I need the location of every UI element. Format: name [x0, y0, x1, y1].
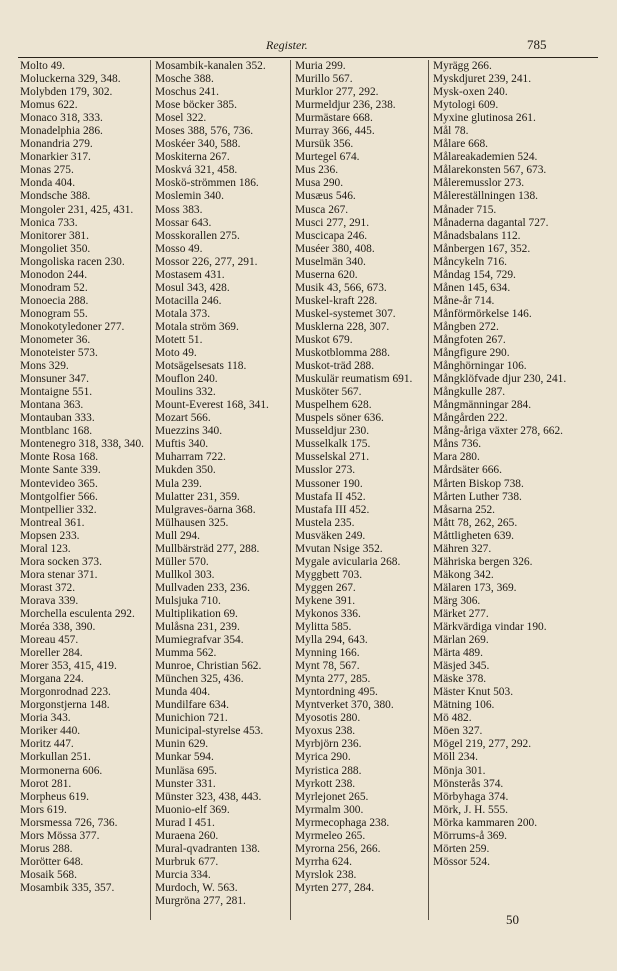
index-entry: Märkvärdiga vindar 190. — [433, 621, 547, 634]
index-entry: Monaco 318, 333. — [20, 112, 103, 125]
index-entry: Mull 294. — [155, 529, 200, 542]
index-entry: Myoxus 238. — [295, 725, 356, 738]
index-entry: Myrkott 238. — [295, 777, 356, 790]
index-entry: Måttligheten 639. — [433, 529, 514, 542]
index-entry: Mussoner 190. — [295, 477, 363, 490]
index-entry: Montgolfier 566. — [20, 490, 98, 503]
index-entry: Mostasem 431. — [155, 268, 225, 281]
index-entry: Montenegro 318, 338, 340. — [20, 438, 145, 451]
index-entry: Motsägelsesats 118. — [155, 360, 247, 373]
running-title: Register. — [266, 38, 308, 52]
index-entry: Myggen 267. — [295, 581, 356, 594]
index-entry: Mögel 219, 277, 292. — [433, 738, 532, 751]
index-entry: Mörten 259. — [433, 842, 490, 855]
index-entry: Mönsterås 374. — [433, 777, 504, 790]
index-entry: München 325, 436. — [155, 673, 244, 686]
index-entry: Monarkier 317. — [20, 151, 91, 164]
index-entry: Moto 49. — [155, 347, 197, 360]
page-number: 785 — [527, 37, 547, 52]
index-entry: Musseldjur 230. — [295, 425, 370, 438]
index-entry: Multiplikation 69. — [155, 607, 238, 620]
index-entry: Muspels söner 636. — [295, 412, 384, 425]
index-entry: Mosaik 568. — [20, 868, 77, 881]
index-entry: Motacilla 246. — [155, 294, 222, 307]
index-entry: Morot 281. — [20, 777, 72, 790]
index-entry: Mustafa II 452. — [295, 490, 366, 503]
index-entry: Moslemin 340. — [155, 190, 224, 203]
index-entry: Mössor 524. — [433, 855, 490, 868]
index-entry: Musca 267. — [295, 203, 349, 216]
index-entry: Monodram 52. — [20, 281, 88, 294]
index-entry: Mouflon 240. — [155, 373, 218, 386]
index-entry: Muselmän 340. — [295, 255, 366, 268]
index-entry: Murillo 567. — [295, 73, 353, 86]
index-entry: Mäkong 342. — [433, 568, 494, 581]
index-entry: Morgonrodnad 223. — [20, 686, 111, 699]
index-entry: Musci 277, 291. — [295, 216, 370, 229]
index-entry: Myxine glutinosa 261. — [433, 112, 536, 125]
index-entry: Moréa 338, 390. — [20, 621, 96, 634]
index-entry: Myrslok 238. — [295, 868, 357, 881]
index-entry: Morchella esculenta 292. — [20, 607, 135, 620]
index-entry: Muséer 380, 408. — [295, 242, 375, 255]
index-entry: Mula 239. — [155, 477, 202, 490]
index-entry: Morus 288. — [20, 842, 73, 855]
index-entry: Mångfigure 290. — [433, 347, 510, 360]
index-entry: Muezzins 340. — [155, 425, 223, 438]
index-entry: Mårdsäter 666. — [433, 464, 502, 477]
index-entry: Måncykeln 716. — [433, 255, 508, 268]
index-entry: Mål 78. — [433, 125, 469, 138]
index-entry: Mosul 343, 428. — [155, 281, 230, 294]
index-entry: Moreau 457. — [20, 634, 79, 647]
index-entry: Müller 570. — [155, 555, 209, 568]
index-entry: Mytologi 609. — [433, 99, 499, 112]
index-entry: Mynta 277, 285. — [295, 673, 371, 686]
index-entry: Moreller 284. — [20, 647, 83, 660]
index-entry: Måsarna 252. — [433, 503, 495, 516]
index-entry: Monas 275. — [20, 164, 74, 177]
index-entry: Morast 372. — [20, 581, 76, 594]
index-entry: Mårten Luther 738. — [433, 490, 522, 503]
index-entry: Mäster Knut 503. — [433, 686, 514, 699]
index-entry: Munläsa 695. — [155, 764, 218, 777]
index-entry: Mursük 356. — [295, 138, 354, 151]
index-entry: Musæus 546. — [295, 190, 356, 203]
index-entry: Målarekonsten 567, 673. — [433, 164, 547, 177]
index-entry: Muharram 722. — [155, 451, 226, 464]
index-entry: Myrten 277, 284. — [295, 881, 375, 894]
index-entry: Monte Sante 339. — [20, 464, 101, 477]
index-entry: Mygale avicularia 268. — [295, 555, 401, 568]
index-entry: Mykonos 336. — [295, 607, 361, 620]
index-entry: Muftis 340. — [155, 438, 209, 451]
index-entry: Monitorer 381. — [20, 229, 89, 242]
index-entry: Myskdjuret 239, 241. — [433, 73, 532, 86]
index-entry: Mosskorallen 275. — [155, 229, 240, 242]
index-entry: Murbruk 677. — [155, 855, 219, 868]
index-entry: Myrica 290. — [295, 751, 351, 764]
index-entry: Mätning 106. — [433, 699, 495, 712]
index-entry: Målereställningen 138. — [433, 190, 539, 203]
index-entry: Munda 404. — [155, 686, 211, 699]
index-entry: Myrlejonet 265. — [295, 790, 369, 803]
index-entry: Mors 619. — [20, 803, 67, 816]
index-entry: Månadsbalans 112. — [433, 229, 521, 242]
index-entry: Mosambik-kanalen 352. — [155, 60, 266, 72]
index-entry: Morsmessa 726, 736. — [20, 816, 118, 829]
index-entry: Mång-åriga växter 278, 662. — [433, 425, 564, 438]
index-entry: Månader 715. — [433, 203, 497, 216]
index-entry: Mus 236. — [295, 164, 339, 177]
index-entry: Muonio-elf 369. — [155, 803, 230, 816]
index-entry: Monometer 36. — [20, 333, 91, 346]
index-entry: Mumma 562. — [155, 647, 217, 660]
index-entry: Myrägg 266. — [433, 60, 492, 72]
index-entry: Måleremusslor 273. — [433, 177, 525, 190]
index-entry: Mongoliet 350. — [20, 242, 91, 255]
index-entry: Mått 78, 262, 265. — [433, 516, 518, 529]
index-entry: Mosambik 335, 357. — [20, 881, 115, 894]
index-entry: Myntordning 495. — [295, 686, 378, 699]
index-entry: Myrmeleo 265. — [295, 829, 366, 842]
index-entry: Märket 277. — [433, 607, 489, 620]
index-entry: Mustela 235. — [295, 516, 355, 529]
index-entry: Mö 482. — [433, 712, 472, 725]
index-entry: Monogram 55. — [20, 307, 88, 320]
index-entry: Mulgraves-öarna 368. — [155, 503, 256, 516]
index-entry: Murklor 277, 292. — [295, 86, 379, 99]
index-entry: Murmeldjur 236, 238. — [295, 99, 396, 112]
index-entry: Myosotis 280. — [295, 712, 361, 725]
index-entry: Murgröna 277, 281. — [155, 895, 246, 907]
index-entry: Moses 388, 576, 736. — [155, 125, 254, 138]
index-entry: Mäsjed 345. — [433, 660, 490, 673]
index-entry: Moskvá 321, 458. — [155, 164, 238, 177]
index-entry: Målare 668. — [433, 138, 489, 151]
index-entry: Myristica 288. — [295, 764, 362, 777]
index-entry: Mönja 301. — [433, 764, 486, 777]
index-entry: Munster 331. — [155, 777, 216, 790]
index-column-3 — [290, 60, 429, 920]
index-entry: Mynning 166. — [295, 647, 360, 660]
index-entry: Molybden 179, 302. — [20, 86, 113, 99]
index-entry: Morkullan 251. — [20, 751, 91, 764]
index-entry: Murray 366, 445. — [295, 125, 375, 138]
index-entry: Mähren 327. — [433, 542, 492, 555]
index-entry: Murcia 334. — [155, 868, 211, 881]
index-entry: Musselkalk 175. — [295, 438, 371, 451]
index-column-2 — [150, 60, 291, 920]
index-entry: Måndag 154, 729. — [433, 268, 516, 281]
index-entry: Motett 51. — [155, 333, 203, 346]
index-entry: Mondsche 388. — [20, 190, 91, 203]
index-entry: Mons 329. — [20, 360, 69, 373]
index-entry: Morgonstjerna 148. — [20, 699, 110, 712]
index-entry: Mullkol 303. — [155, 568, 215, 581]
index-entry: Muserna 620. — [295, 268, 358, 281]
index-entry: Montblanc 168. — [20, 425, 93, 438]
index-entry: Monda 404. — [20, 177, 76, 190]
index-entry: Musväken 249. — [295, 529, 366, 542]
index-entry: Mullbärsträd 277, 288. — [155, 542, 260, 555]
index-entry: Mylitta 585. — [295, 621, 352, 634]
index-entry: Morötter 648. — [20, 855, 84, 868]
sheet-signature: 50 — [506, 912, 519, 927]
index-entry: Murdoch, W. 563. — [155, 881, 238, 894]
index-entry: Munichion 721. — [155, 712, 228, 725]
index-entry: Myrmalm 300. — [295, 803, 364, 816]
index-entry: Mullvaden 233, 236. — [155, 581, 250, 594]
index-column-1 — [20, 60, 148, 920]
index-entry: Myrbjörn 236. — [295, 738, 362, 751]
index-entry: Mähriska bergen 326. — [433, 555, 533, 568]
index-entry: Mårten Biskop 738. — [433, 477, 524, 490]
index-entry: Murad I 451. — [155, 816, 215, 829]
index-entry: Molto 49. — [20, 60, 65, 72]
index-entry: Mora socken 373. — [20, 555, 102, 568]
index-entry: Möen 327. — [433, 725, 483, 738]
index-entry: Mopsen 233. — [20, 529, 80, 542]
index-entry: Moritz 447. — [20, 738, 74, 751]
index-entry: Mykene 391. — [295, 594, 356, 607]
index-entry: Monadelphia 286. — [20, 125, 103, 138]
index-entry: Moschus 241. — [155, 86, 219, 99]
page-header — [0, 36, 617, 56]
index-entry: Monodon 244. — [20, 268, 88, 281]
index-entry: Mvutan Nsige 352. — [295, 542, 383, 555]
index-entry: Munroe, Christian 562. — [155, 660, 262, 673]
index-entry: Muskulär reumatism 691. — [295, 373, 413, 386]
index-entry: Montpellier 332. — [20, 503, 97, 516]
index-entry: Mose böcker 385. — [155, 99, 237, 112]
index-entry: Månghörningar 106. — [433, 360, 527, 373]
index-entry: Musköter 567. — [295, 386, 362, 399]
index-entry: Musklerna 228, 307. — [295, 320, 390, 333]
index-entry: Mora stenar 371. — [20, 568, 98, 581]
index-entry: Märta 489. — [433, 647, 483, 660]
index-entry: Monsuner 347. — [20, 373, 89, 386]
index-entry: Moskiterna 267. — [155, 151, 230, 164]
index-entry: Mulåsna 231, 239. — [155, 621, 240, 634]
index-entry: Mural-qvadranten 138. — [155, 842, 261, 855]
index-entry: Monokotyledoner 277. — [20, 320, 125, 333]
index-entry: Mosso 49. — [155, 242, 203, 255]
index-entry: Mount-Everest 168, 341. — [155, 399, 269, 412]
index-entry: Muskotblomma 288. — [295, 347, 390, 360]
index-entry: Myrmecophaga 238. — [295, 816, 390, 829]
index-entry: Murmästare 668. — [295, 112, 373, 125]
index-entry: Monoecia 288. — [20, 294, 89, 307]
index-entry: Mormonerna 606. — [20, 764, 103, 777]
index-entry: Mumiegrafvar 354. — [155, 634, 244, 647]
index-entry: Muskel-systemet 307. — [295, 307, 396, 320]
index-entry: Muscicapa 246. — [295, 229, 368, 242]
index-entry: Möll 234. — [433, 751, 478, 764]
index-entry: Moss 383. — [155, 203, 203, 216]
index-entry: Måne-år 714. — [433, 294, 495, 307]
index-entry: Mara 280. — [433, 451, 480, 464]
index-entry: Mälaren 173, 369. — [433, 581, 517, 594]
index-entry: Muspelhem 628. — [295, 399, 372, 412]
index-entry: Mongoler 231, 425, 431. — [20, 203, 134, 216]
index-entry: Mustafa III 452. — [295, 503, 370, 516]
index-entry: Momus 622. — [20, 99, 78, 112]
index-entry: Myrorna 256, 266. — [295, 842, 381, 855]
index-entry: Moluckerna 329, 348. — [20, 73, 121, 86]
index-entry: Moriker 440. — [20, 725, 81, 738]
index-entry: Monte Rosa 168. — [20, 451, 99, 464]
index-entry: Montaigne 551. — [20, 386, 93, 399]
index-entry: Mörk, J. H. 555. — [433, 803, 508, 816]
index-entry: Morgana 224. — [20, 673, 84, 686]
index-entry: Månbergen 167, 352. — [433, 242, 531, 255]
index-entry: Myggbett 703. — [295, 568, 363, 581]
index-entry: Månaderna dagantal 727. — [433, 216, 549, 229]
index-entry: Målareakademien 524. — [433, 151, 538, 164]
index-entry: Moria 343. — [20, 712, 71, 725]
index-entry: Mörrums-å 369. — [433, 829, 508, 842]
index-entry: Myntverket 370, 380. — [295, 699, 394, 712]
index-entry: Mulatter 231, 359. — [155, 490, 240, 503]
index-entry: Måns 736. — [433, 438, 482, 451]
index-entry: Mukden 350. — [155, 464, 216, 477]
index-entry: Mångben 272. — [433, 320, 499, 333]
index-entry: Montreal 361. — [20, 516, 85, 529]
index-entry: Montauban 333. — [20, 412, 95, 425]
index-entry: Muskot 679. — [295, 333, 353, 346]
index-entry: Montevideo 365. — [20, 477, 98, 490]
index-entry: Munin 629. — [155, 738, 209, 751]
index-entry: Mossor 226, 277, 291. — [155, 255, 258, 268]
index-column-4 — [428, 60, 593, 920]
index-entry: Mülhausen 325. — [155, 516, 229, 529]
index-entry: Monoteister 573. — [20, 347, 98, 360]
index-entry: Mosel 322. — [155, 112, 207, 125]
index-entry: Münster 323, 438, 443. — [155, 790, 262, 803]
index-entry: Moskéer 340, 588. — [155, 138, 241, 151]
index-entry: Moral 123. — [20, 542, 71, 555]
index-entry: Musik 43, 566, 673. — [295, 281, 387, 294]
index-entry: Montana 363. — [20, 399, 84, 412]
index-entry: Muraena 260. — [155, 829, 219, 842]
index-entry: Märg 306. — [433, 594, 481, 607]
index-entry: Mörka kammaren 200. — [433, 816, 538, 829]
index-entry: Motala 373. — [155, 307, 211, 320]
index-entry: Morpheus 619. — [20, 790, 89, 803]
index-entry: Myrrha 624. — [295, 855, 352, 868]
index-entry: Monica 733. — [20, 216, 78, 229]
index-entry: Mysk-oxen 240. — [433, 86, 508, 99]
index-entry: Mulsjuka 710. — [155, 594, 221, 607]
index-entry: Mundilfare 634. — [155, 699, 230, 712]
index-entry: Mongoliska racen 230. — [20, 255, 125, 268]
index-entry: Mångården 222. — [433, 412, 508, 425]
header-rule — [18, 57, 598, 58]
index-entry: Musa 290. — [295, 177, 344, 190]
index-entry: Monandria 279. — [20, 138, 93, 151]
index-entry: Morer 353, 415, 419. — [20, 660, 117, 673]
index-entry: Mozart 566. — [155, 412, 211, 425]
index-entry: Mossar 643. — [155, 216, 212, 229]
index-entry: Mångklöfvade djur 230, 241. — [433, 373, 567, 386]
index-entry: Mylla 294, 643. — [295, 634, 368, 647]
index-entry: Mäske 378. — [433, 673, 487, 686]
index-entry: Månförmörkelse 146. — [433, 307, 532, 320]
index-entry: Morava 339. — [20, 594, 79, 607]
index-entry: Mosche 388. — [155, 73, 214, 86]
index-entry: Muskel-kraft 228. — [295, 294, 378, 307]
index-entry: Motala ström 369. — [155, 320, 239, 333]
index-entry: Musslor 273. — [295, 464, 356, 477]
index-entry: Mynt 78, 567. — [295, 660, 360, 673]
index-entry: Mörbyhaga 374. — [433, 790, 509, 803]
index-entry: Munkar 594. — [155, 751, 214, 764]
index-entry: Mors Mössa 377. — [20, 829, 100, 842]
index-entry: Murtegel 674. — [295, 151, 360, 164]
index-entry: Muria 299. — [295, 60, 346, 72]
index-entry: Mångmänningar 284. — [433, 399, 532, 412]
index-entry: Muskot-träd 288. — [295, 360, 375, 373]
index-entry: Månen 145, 634. — [433, 281, 511, 294]
index-entry: Märlan 269. — [433, 634, 489, 647]
index-entry: Moskö-strömmen 186. — [155, 177, 259, 190]
index-entry: Musselskal 271. — [295, 451, 370, 464]
index-entry: Municipal-styrelse 453. — [155, 725, 264, 738]
index-entry: Mångkulle 287. — [433, 386, 506, 399]
index-entry: Moulins 332. — [155, 386, 216, 399]
index-entry: Mångfoten 267. — [433, 333, 506, 346]
